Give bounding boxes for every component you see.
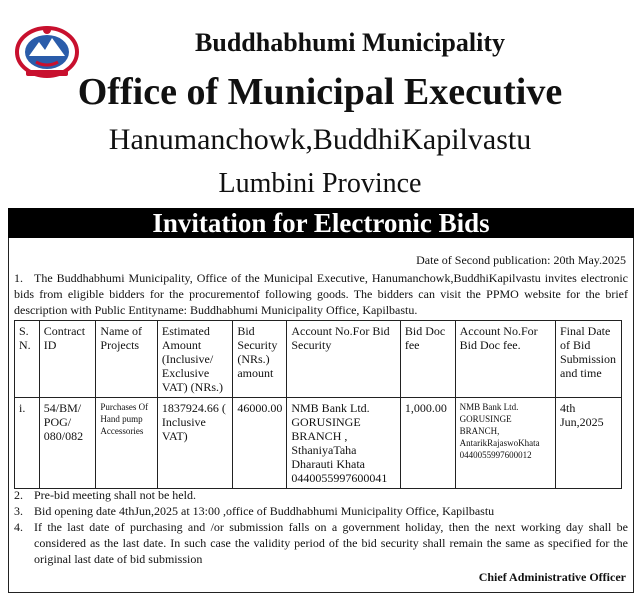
province-name: Lumbini Province bbox=[218, 168, 422, 199]
paragraph-text: The Buddhabhumi Municipality, Office of the Municipal Executive, Hanumanchowk,BuddhiKapilvastu invites electronic bids from eligible bidders for the procurementof following goods. The bidders can visit the PPMO website for the brief description with Public Entityname: Buddhabhumi Municipality Office, Kapilbastu. bbox=[14, 271, 628, 317]
office-address: Hanumanchowk,BuddhiKapilvastu bbox=[108, 123, 532, 156]
bid-table bbox=[14, 320, 622, 489]
note-text: Bid opening date 4thJun,2025 at 13:00 ,office of Buddhabhumi Municipality Office, Kapilbastu bbox=[34, 504, 495, 518]
notes-list bbox=[14, 487, 628, 567]
publication-date: Date of Second publication: 20th May.2025 bbox=[416, 253, 626, 267]
list-item bbox=[14, 503, 628, 519]
header-sn: S. N. bbox=[15, 321, 40, 398]
note-number: 2. bbox=[14, 488, 23, 502]
letterhead bbox=[0, 0, 640, 205]
table-header-row bbox=[15, 321, 622, 398]
municipality-name: Buddhabhumi Municipality bbox=[195, 28, 505, 57]
header-final-date: Final Date of Bid Submission and time bbox=[556, 321, 622, 398]
note-text: If the last date of purchasing and /or submission falls on a government holiday, then the next working day shall be considered as the last date. In such case the validity period of the bid security shall remain the same as specified for the original last date of bid submission bbox=[34, 520, 628, 566]
header-contract-id: Contract ID bbox=[39, 321, 96, 398]
cell-project: Purchases Of Hand pump Accessories bbox=[96, 398, 157, 489]
header-project: Name of Projects bbox=[96, 321, 157, 398]
cell-security: 46000.00 bbox=[233, 398, 287, 489]
notice-banner: Invitation for Electronic Bids bbox=[8, 208, 634, 238]
cell-doc-fee-account: NMB Bank Ltd. GORUSINGE BRANCH, AntarikRajaswoKhata 0440055997600012 bbox=[455, 398, 555, 489]
note-text: Pre-bid meeting shall not be held. bbox=[34, 488, 196, 502]
header-doc-fee: Bid Doc fee bbox=[400, 321, 455, 398]
cell-final-date: 4th Jun,2025 bbox=[556, 398, 622, 489]
note-number: 4. bbox=[14, 520, 23, 534]
list-item bbox=[14, 519, 628, 567]
header-doc-fee-account: Account No.For Bid Doc fee. bbox=[455, 321, 555, 398]
note-number: 3. bbox=[14, 504, 23, 518]
list-item bbox=[14, 487, 628, 503]
cell-amount: 1837924.66 ( Inclusive VAT) bbox=[157, 398, 232, 489]
header-security: Bid Security (NRs.) amount bbox=[233, 321, 287, 398]
cell-sn: i. bbox=[15, 398, 40, 489]
cell-doc-fee: 1,000.00 bbox=[400, 398, 455, 489]
cell-security-account: NMB Bank Ltd. GORUSINGE BRANCH , SthaniyaTaha Dharauti Khata 0440055997600041 bbox=[287, 398, 401, 489]
cell-contract-id: 54/BM/ POG/ 080/082 bbox=[39, 398, 96, 489]
office-title: Office of Municipal Executive bbox=[77, 71, 563, 113]
table-row bbox=[15, 398, 622, 489]
intro-paragraph bbox=[14, 270, 628, 318]
paragraph-number: 1. bbox=[14, 271, 23, 285]
header-amount: Estimated Amount (Inclusive/ Exclusive VAT) (NRs.) bbox=[157, 321, 232, 398]
signatory: Chief Administrative Officer bbox=[478, 570, 626, 584]
header-security-account: Account No.For Bid Security bbox=[287, 321, 401, 398]
